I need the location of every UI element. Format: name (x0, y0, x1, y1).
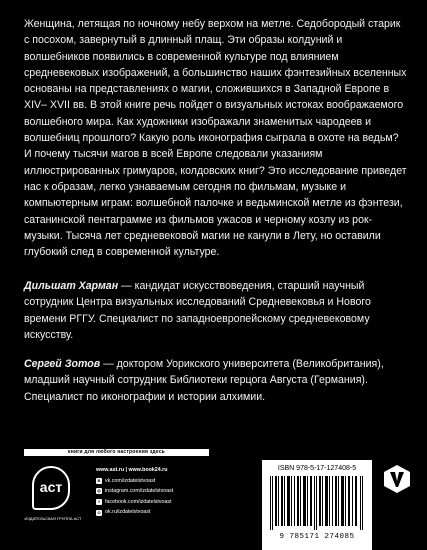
social-link-text: facebook.com/izdatelstvoast (105, 498, 172, 505)
vk-icon: В (97, 477, 101, 483)
social-link-text: ok.ru/izdatelstvoast (105, 509, 151, 516)
logo-text: аст (39, 479, 63, 495)
publisher-label: ИЗДАТЕЛЬСКАЯ ГРУППА АСТ (24, 516, 82, 521)
barcode-number: 9 785171 274085 (279, 533, 355, 541)
instagram-icon: ◎ (97, 488, 101, 494)
author-bio (24, 278, 407, 343)
social-link-instagram[interactable] (96, 486, 173, 497)
social-link-vk[interactable] (96, 476, 173, 487)
authors-section (24, 278, 407, 418)
barcode-icon (270, 476, 364, 530)
social-link-facebook[interactable] (96, 497, 173, 508)
barcode-block (262, 460, 372, 550)
social-link-ok[interactable] (96, 507, 173, 518)
series-v-logo-icon (382, 464, 412, 494)
publisher-logo (24, 464, 82, 528)
back-cover-footer (0, 448, 427, 550)
author-bio (24, 356, 407, 405)
publisher-links (96, 465, 173, 518)
social-link-text: vk.com/izdatelstvoast (105, 477, 156, 484)
author-description: — кандидат искусствоведения, старший научный сотрудник Центра визуальных исследований Средневековья и Нового времени РГГУ. Специалист по западноевропейскому средневековому искусству. (24, 280, 371, 341)
author-name: Сергей Зотов (24, 358, 101, 371)
facebook-icon: f (96, 499, 102, 505)
author-name: Дильшат Харман (24, 280, 119, 292)
websites-link[interactable]: www.ast.ru | www.book24.ru (96, 467, 168, 473)
description-text: Женщина, летящая по ночному небу верхом на метле. Седобородый старик с посохом, завернутый в длинный плащ. Эти образы колдуний и волшебников появились в современной культуре под влиянием средневековых изображений, а большинство наших фэнтезийных вселенных основаны на представлениях о магии, сложившихся в Западной Европе в XIV– XVII вв. В этой книге речь пойдет о визуальных истоках воображаемого волшебного мира. Как художники изображали знаменитых чародеев и волшебниц прошлого? Какую роль иконография сыграла в охоте на ведьм? И почему тысячи магов в всей Европе следовали указаниям иллюстрированных гримуаров, колдовских книг? Это исследование приведет нас к образам, легко узнаваемым сегодня по фильмам, музыке и компьютерным играм: волшебной палочке и ведьминской метле из фэнтези, сатанинской пентаграмме из фильмов ужасов и черному козлу из рок-музыки. Тысяча лет средневековой магии не канули в Лету, но оставили глубокий след в современной культуре. (24, 18, 407, 259)
isbn-text: ISBN 978-5-17-127408-5 (277, 465, 357, 472)
tagline-banner: книги для любого настроения здесь (24, 449, 209, 456)
social-link-text: instagram.com/izdatelstvoast (105, 488, 174, 495)
ok-icon: О (97, 509, 101, 515)
author-description: — доктором Уорикского университета (Великобритания), младший научный сотрудник Библиотеки герцога Августа (Германия). Специалист по иконографии и истории алхимии. (24, 358, 384, 403)
